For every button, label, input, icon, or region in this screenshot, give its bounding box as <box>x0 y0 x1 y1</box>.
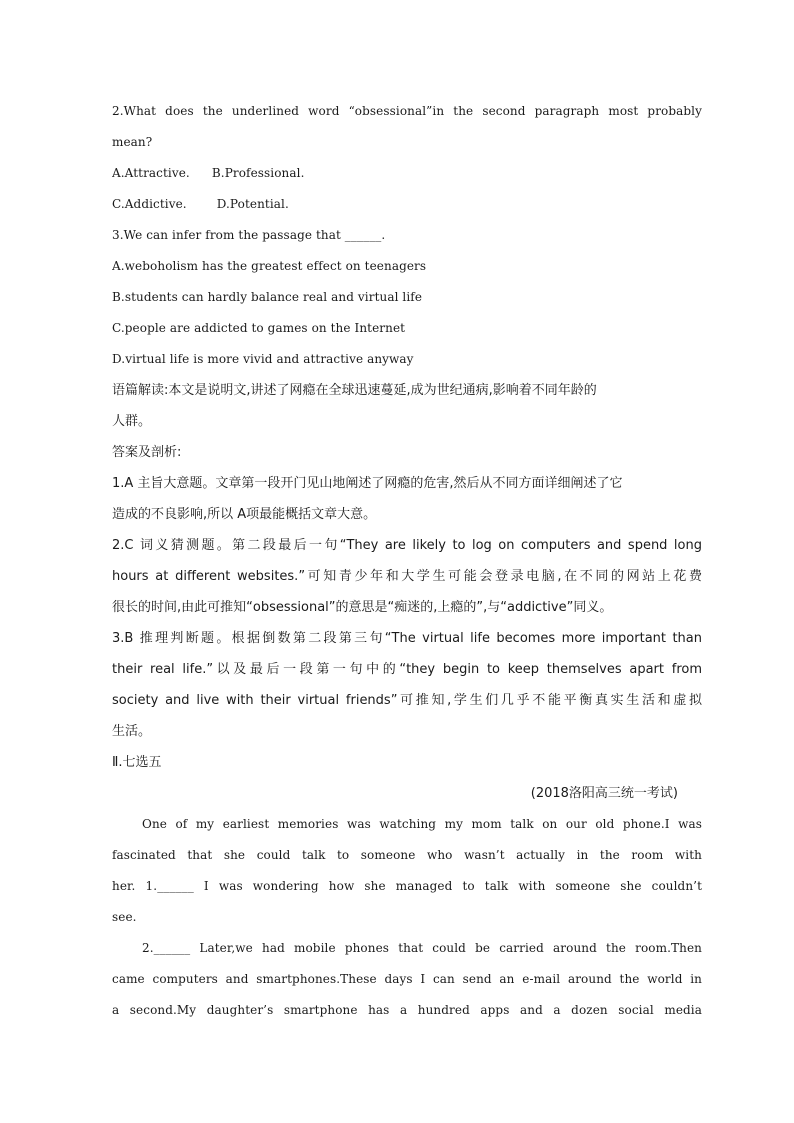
question-3-option-b: B.students can hardly balance real and virtual life <box>112 290 423 304</box>
question-2-stem-continued: mean? <box>112 135 153 149</box>
document-page <box>112 96 702 1026</box>
passage-paragraph-2: 2.______ Later,we had mobile phones that could be carried around the room.Then <box>142 941 702 955</box>
option-a: A.Attractive. <box>112 166 190 180</box>
passage-summary-continued: 人群。 <box>112 414 152 429</box>
answers-heading: 答案及剖析: <box>112 445 182 460</box>
section-source: (2018洛阳高三统一考试) <box>530 786 678 801</box>
question-2-options-ab <box>112 158 702 189</box>
answer-3-end: 生活。 <box>112 724 152 739</box>
option-b: B.Professional. <box>211 166 305 180</box>
answer-3-continued: their real life.”以及最后一段第一句中的“they begin to keep themselves apart from <box>112 662 702 677</box>
passage-paragraph-1-line-4: see. <box>112 910 137 924</box>
passage-paragraph-1-line-2: fascinated that she could talk to someone who wasn’t actually in the room with <box>112 848 702 862</box>
question-3-option-d: D.virtual life is more vivid and attractive anyway <box>112 352 414 366</box>
question-3-option-a: A.weboholism has the greatest effect on teenagers <box>112 259 427 273</box>
option-c: C.Addictive. <box>112 197 187 211</box>
question-3-stem: 3.We can infer from the passage that ______. <box>112 228 386 242</box>
option-d: D.Potential. <box>216 197 289 211</box>
passage-paragraph-2-line-2: came computers and smartphones.These days I can send an e-mail around the world in <box>112 972 702 986</box>
passage-paragraph-1-line-3: her. 1.______ I was wondering how she managed to talk with someone she couldn’t <box>112 879 702 893</box>
answer-3-continued-2: society and live with their virtual friends”可推知,学生们几乎不能平衡真实生活和虚拟 <box>112 693 702 708</box>
answer-2-end: 很长的时间,由此可推知“obsessional”的意思是“痴迷的,上瘾的”,与“addictive”同义。 <box>112 600 613 615</box>
answer-1-continued: 造成的不良影响,所以 A项最能概括文章大意。 <box>112 507 377 522</box>
answer-3: 3.B 推理判断题。根据倒数第二段第三句“The virtual life becomes more important than <box>112 631 702 646</box>
passage-paragraph-1: One of my earliest memories was watching my mom talk on our old phone.I was <box>142 817 702 831</box>
question-2-options-cd <box>112 189 702 220</box>
answer-2: 2.C 词义猜测题。第二段最后一句“They are likely to log on computers and spend long <box>112 538 702 553</box>
passage-summary: 语篇解读:本文是说明文,讲述了网瘾在全球迅速蔓延,成为世纪通病,影响着不同年龄的 <box>112 383 597 398</box>
question-3-option-c: C.people are addicted to games on the Internet <box>112 321 406 335</box>
question-2-stem: 2.What does the underlined word “obsessional”in the second paragraph most probably <box>112 104 702 118</box>
answer-1: 1.A 主旨大意题。文章第一段开门见山地阐述了网瘾的危害,然后从不同方面详细阐述了它 <box>112 476 623 491</box>
section-title: Ⅱ.七选五 <box>112 755 162 770</box>
answer-2-continued: hours at different websites.”可知青少年和大学生可能会登录电脑,在不同的网站上花费 <box>112 569 702 584</box>
passage-paragraph-2-line-3: a second.My daughter’s smartphone has a hundred apps and a dozen social media <box>112 1003 702 1017</box>
